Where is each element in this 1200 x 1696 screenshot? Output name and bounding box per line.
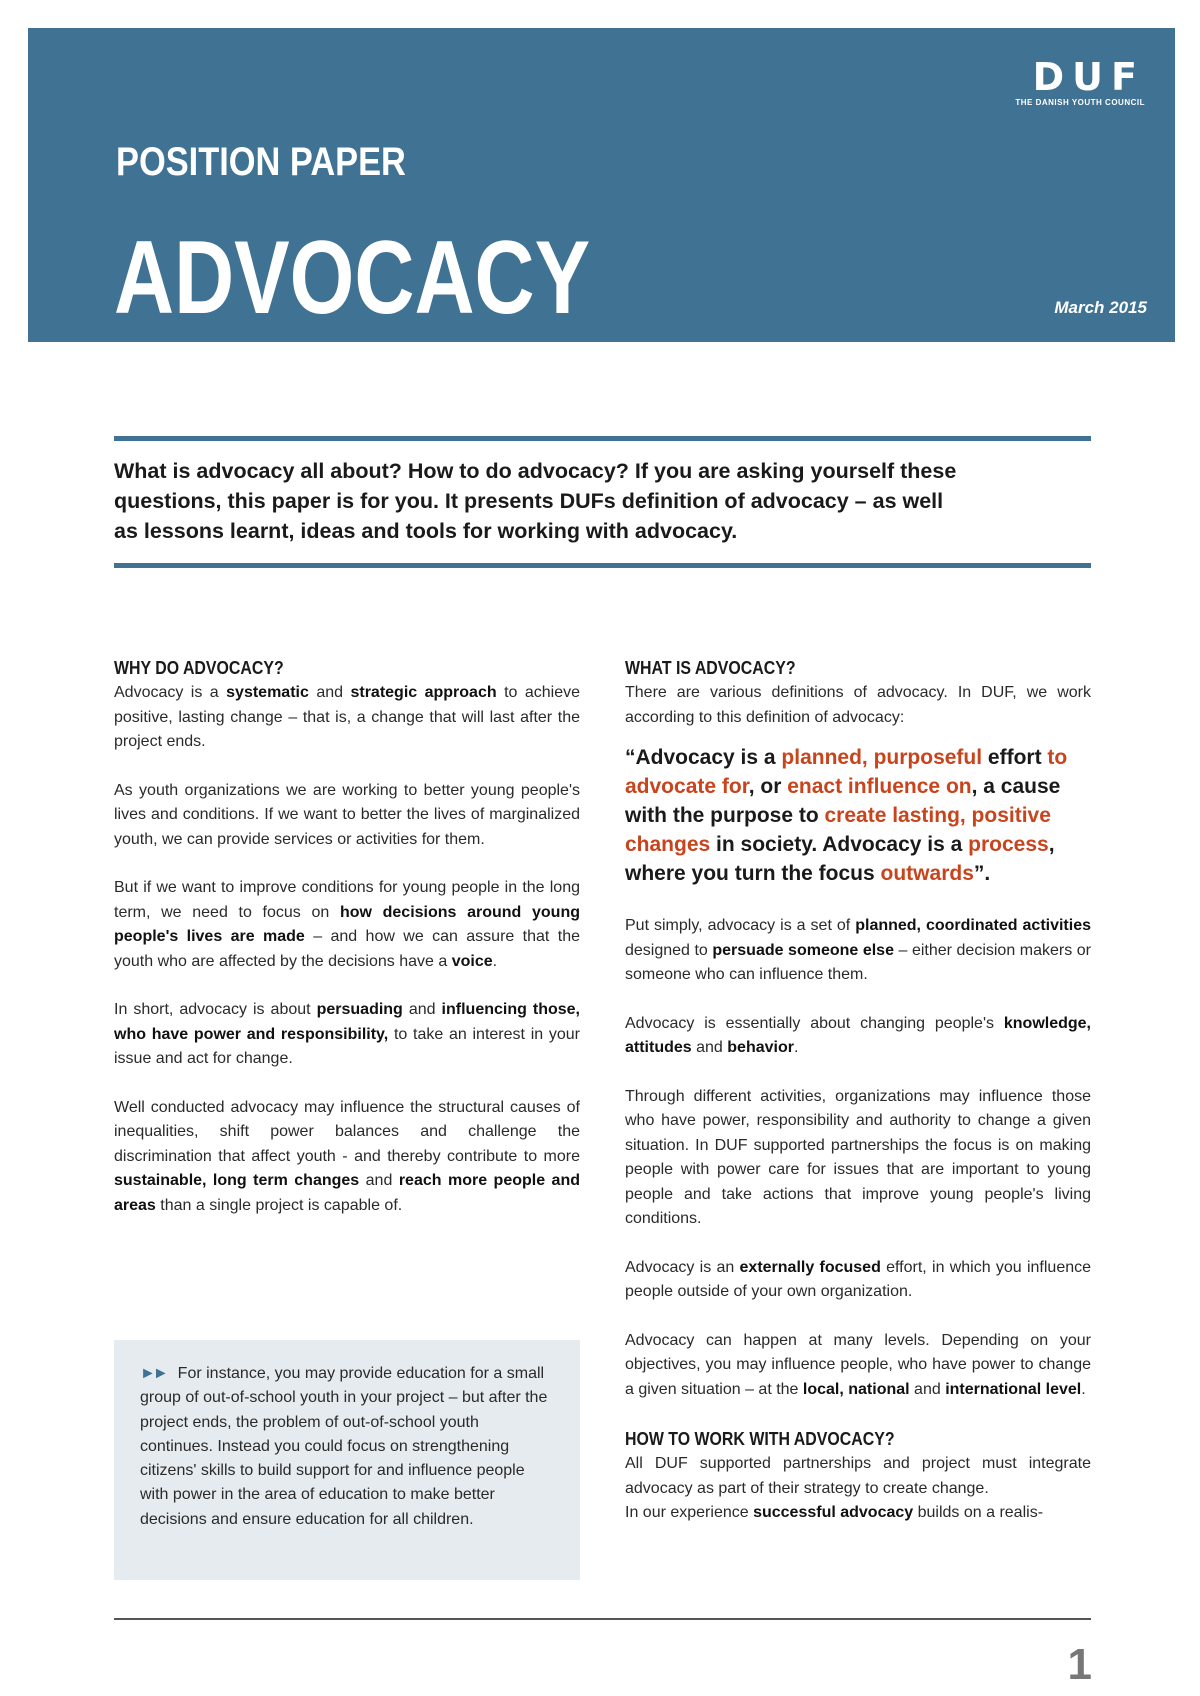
duf-logo: [1015, 55, 1145, 107]
document-kicker: POSITION PAPER: [116, 140, 406, 184]
chevron-right-icon: ►►: [140, 1365, 166, 1382]
intro-line: What is advocacy all about? How to do advocacy? If you are asking yourself these: [114, 459, 957, 483]
paragraph: Advocacy can happen at many levels. Depending on your objectives, you may influence people, who have power to change a given situation – at the local, national and international level.: [625, 1331, 1091, 1398]
callout-text: For instance, you may provide education for a small group of out-of-school youth in your project – but after the project ends, the problem of out-of-school youth continues. Instead you could focus on strengthening citizens' skills to build support for and influence people with power in the area of education to make better decisions and ensure education for all children.: [140, 1365, 548, 1528]
intro-bottom-rule: [114, 563, 1091, 568]
intro-top-rule: [114, 436, 1091, 441]
paragraph: Through different activities, organizations may influence those who have power, responsibility and authority to change a given situation. In DUF supported partnerships the focus is on making people with power care for issues that are important to young people and take actions that improve young people's living conditions.: [625, 1087, 1091, 1227]
intro-line: as lessons learnt, ideas and tools for working with advocacy.: [114, 519, 738, 543]
document-title: ADVOCACY: [114, 220, 591, 336]
footer-rule: [114, 1618, 1091, 1620]
paragraph: In short, advocacy is about persuading and influencing those, who have power and responsibility, to take an interest in your issue and act for change.: [114, 1001, 580, 1067]
section-heading-what: WHAT IS ADVOCACY?: [625, 657, 796, 678]
intro-lead: [114, 456, 1054, 546]
paragraph: But if we want to improve conditions for young people in the long term, we need to focus on how decisions around young people's lives are made – and how we can assure that the youth who are affected by the decisions have a voice.: [114, 879, 580, 970]
paragraph: Put simply, advocacy is a set of planned, coordinated activities designed to persuade someone else – either decision makers or someone who can influence them.: [625, 917, 1092, 983]
section-heading-why: WHY DO ADVOCACY?: [114, 657, 284, 678]
header-banner: [28, 28, 1175, 342]
logo-text: DUF: [1032, 55, 1145, 99]
paragraph: All DUF supported partnerships and project must integrate advocacy as part of their strategy to create change.: [625, 1455, 1091, 1497]
left-column: [114, 655, 580, 1242]
intro-line: questions, this paper is for you. It presents DUFs definition of advocacy – as well: [114, 489, 944, 513]
paragraph: Well conducted advocacy may influence the structural causes of inequalities, shift power balances and challenge the discrimination that affect youth - and thereby contribute to more sustainable, long term changes and reach more people and areas than a single project is capable of.: [114, 1098, 580, 1214]
paragraph: As youth organizations we are working to better young people's lives and conditions. If we want to better the lives of marginalized youth, we can provide services or activities for them.: [114, 781, 580, 848]
paragraph: Advocacy is an externally focused effort, in which you influence people outside of your own organization.: [625, 1258, 1092, 1300]
paragraph: Advocacy is essentially about changing people's knowledge, attitudes and behavior.: [625, 1014, 1091, 1056]
publication-date: March 2015: [1054, 298, 1147, 317]
right-column: [625, 655, 1091, 1526]
paragraph: Advocacy is a systematic and strategic approach to achieve positive, lasting change – that is, a change that will last after the project ends.: [114, 684, 581, 750]
section-heading-how: HOW TO WORK WITH ADVOCACY?: [625, 1428, 895, 1449]
paragraph: In our experience successful advocacy builds on a realis-: [625, 1504, 1044, 1521]
logo-subtitle: THE DANISH YOUTH COUNCIL: [1015, 98, 1145, 107]
page-number: 1: [1067, 1640, 1092, 1689]
paragraph: There are various definitions of advocacy. In DUF, we work according to this definition of advocacy:: [625, 684, 1091, 726]
definition-quote: “Advocacy is a planned, purposeful effort to advocate for, or enact influence on, a cause with the purpose to create lasting, positive changes in society. Advocacy is a process, where you turn the focus outwards”.: [625, 746, 1068, 885]
example-callout: [114, 1340, 580, 1580]
